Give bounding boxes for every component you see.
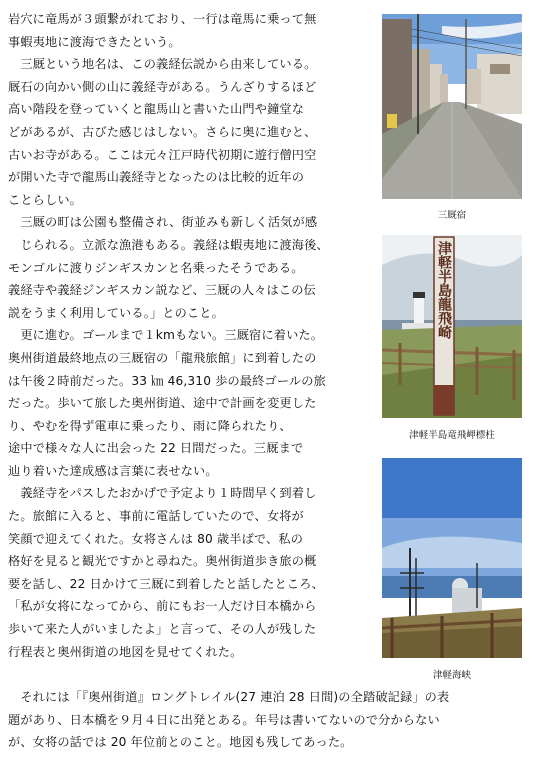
text-line: 行程表と奥州街道の地図を見せてくれた。 [8, 644, 243, 659]
text-line: た。旅館に入ると、事前に電話していたので、女将が [8, 509, 304, 524]
text-line: じられる。立派な漁港もある。義経は蝦夷地に渡海後、 [8, 237, 329, 252]
text-line: 要を話し、22 日かけて三厩に到着したと話したところ、 [8, 576, 324, 591]
photo-caption: 津軽半島竜飛岬標柱 [409, 430, 495, 441]
text-line: 義経寺や義経ジンギスカン説など、三厩の人々はこの伝 [8, 283, 316, 298]
text-line: 三厩の町は公園も整備され、街並みも新しく活気が感 [8, 215, 318, 230]
text-line: 三厩という地名は、この義経伝説から由来している。 [8, 57, 317, 72]
text-line: 笑顔で迎えてくれた。女将さんは 80 歳半ばで、私の [8, 531, 304, 546]
text-line: 辿り着いた達成感は言葉に表せない。 [8, 463, 218, 478]
text-line: 「私が女将になってから、前にもお一人だけ日本橋から [8, 599, 317, 614]
text-line: 義経寺をパスしたおかげで予定より１時間早く到着し [8, 486, 317, 501]
text-line: 更に進む。ゴールまで１kmもない。三厩宿に着いた。 [8, 328, 324, 343]
text-line: り、やむを得ず電車に乗ったり、雨に降られたり、 [8, 418, 292, 433]
text-line: が、女将の話では 20 年位前とのこと。地図も残してあった。 [8, 735, 353, 750]
street-photo [382, 14, 522, 199]
text-line: 途中で様々な人に出会った 22 日間だった。三厩まで [8, 441, 304, 456]
main-text-column [8, 8, 380, 663]
text-line: だった。歩いて旅した奥州街道、途中で計画を変更した [8, 396, 317, 411]
text-line: 説をうまく利用している。」とのこと。 [8, 305, 224, 320]
text-line: は午後２時前だった。33 ㎞ 46,310 歩の最終ゴールの旅 [8, 373, 326, 388]
text-line: どがあるが、古びた感じはしない。さらに奥に進むと、 [8, 124, 317, 139]
strait-photo [382, 458, 522, 658]
text-line: 格好を見ると観光ですかと尋ねた。奥州街道歩き旅の概 [8, 554, 317, 569]
text-line: 歩いて来た人がいましたよ」と言って、その人が残した [8, 622, 317, 637]
text-line: モンゴルに渡りジンギスカンと名乗ったそうである。 [8, 260, 304, 275]
signpost-text: 津軽半島龍飛崎 [436, 241, 452, 339]
cape-signpost-photo [382, 235, 522, 418]
text-line: 奥州街道最終地点の三厩宿の「龍飛旅館」に到着したの [8, 350, 317, 365]
text-line: 題があり、日本橋を９月４日に出発とある。年号は書いてないので分からない [8, 712, 440, 727]
text-line: 岩穴に竜馬が３頭繋がれており、一行は竜馬に乗って無 [8, 12, 317, 26]
text-line: ことらしい。 [8, 192, 83, 207]
text-line: 事蝦夷地に渡海できたという。 [8, 34, 181, 49]
photo-caption: 三厩宿 [437, 210, 467, 221]
photo-caption: 津軽海峡 [432, 670, 471, 681]
text-line: 厩石の向かい側の山に義経寺がある。うんざりするほど [8, 79, 317, 94]
text-line: 高い階段を登っていくと龍馬山と書いた山門や鐘堂な [8, 102, 305, 117]
bottom-text-block [8, 686, 538, 754]
text-line: それには「『奥州街道』ロングトレイル(27 連泊 28 日間)の全踏破記録」の表 [8, 690, 450, 704]
text-line: が開いた寺で龍馬山義経寺となったのは比較的近年の [8, 170, 305, 185]
text-line: 古いお寺がある。ここは元々江戸時代初期に遊行僧円空 [8, 147, 317, 162]
